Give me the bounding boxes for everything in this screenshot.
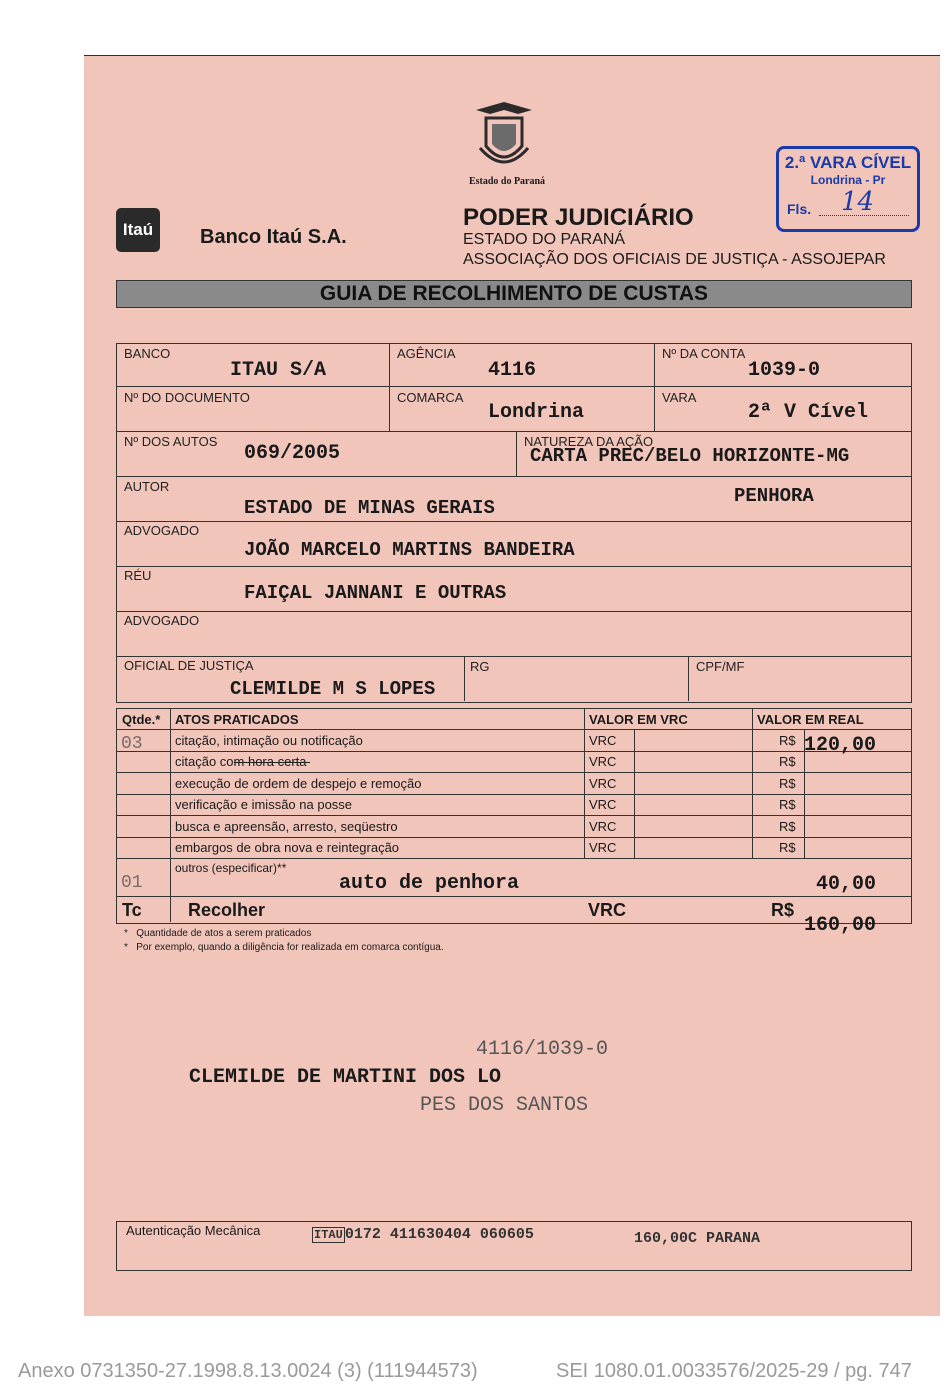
vara-value: 2ª V Cível	[748, 401, 869, 424]
table-row-vrc: VRC	[589, 776, 617, 791]
autos-label: Nº DOS AUTOS	[124, 434, 218, 449]
comarca-label: COMARCA	[397, 390, 464, 405]
total-rs: R$	[771, 900, 795, 920]
authentication-label: Autenticação Mecânica	[126, 1223, 261, 1238]
total-prefix: Tc	[122, 900, 142, 920]
total-vrc: VRC	[588, 900, 627, 920]
table-row-ato: citação, intimação ou notificação	[175, 733, 363, 748]
page-title: PODER JUDICIÁRIO	[463, 204, 694, 231]
autor-label: AUTOR	[124, 479, 170, 494]
table-row-ato: busca e apreensão, arresto, seqüestro	[175, 819, 398, 834]
oficial-label: OFICIAL DE JUSTIÇA	[124, 658, 254, 673]
footnote-quantity: * Quantidade de atos a serem praticados	[124, 928, 312, 939]
stamp-page-number: 14	[841, 187, 875, 217]
table-row-vrc: VRC	[589, 733, 617, 748]
table-row-ato: citação com hora certa	[175, 754, 307, 769]
outros-real: 40,00	[816, 873, 877, 896]
banco-value: ITAU S/A	[230, 359, 327, 382]
acts-header-atos: ATOS PRATICADOS	[175, 712, 299, 727]
subtitle-state: ESTADO DO PARANÁ	[463, 231, 626, 248]
table-row-vrc: VRC	[589, 819, 617, 834]
cpf-label: CPF/MF	[696, 659, 745, 674]
typed-account: 4116/1039-0	[476, 1038, 609, 1061]
footnote-contigua-text: Por exemplo, quando a diligência for realizada em comarca contígua.	[136, 942, 444, 953]
conta-value: 1039-0	[748, 359, 821, 382]
subtitle-association: ASSOCIAÇÃO DOS OFICIAIS DE JUSTIÇA - ASSOJEPAR	[463, 251, 886, 268]
itau-logo: Itaú	[116, 208, 160, 252]
table-row-vrc: VRC	[589, 840, 617, 855]
table-row-rs: R$	[779, 754, 796, 769]
bank-name: Banco Itaú S.A.	[200, 226, 347, 248]
table-row-rs: R$	[779, 733, 796, 748]
authentication-code-number: 0172 411630404 060605	[344, 1226, 534, 1243]
table-row-vrc: VRC	[589, 797, 617, 812]
stamp-city: Londrina - Pr	[810, 173, 886, 187]
natureza-label: NATUREZA DA AÇÃO	[524, 434, 654, 449]
rg-label: RG	[470, 659, 490, 674]
table-row-ato: verificação e imissão na posse	[175, 797, 353, 812]
authentication-code-prefix: ITAU	[314, 1228, 343, 1242]
comarca-value: Londrina	[488, 401, 585, 424]
conta-label: Nº DA CONTA	[662, 346, 746, 361]
advogado2-label: ADVOGADO	[124, 613, 200, 628]
total-value: 160,00	[804, 914, 877, 937]
table-row-rs: R$	[779, 776, 796, 791]
table-row-rs: R$	[779, 797, 796, 812]
advogado-label: ADVOGADO	[124, 523, 200, 538]
footer-left: Anexo 0731350-27.1998.8.13.0024 (3) (111944573)	[18, 1360, 478, 1382]
vara-stamp	[776, 146, 920, 232]
reu-value: FAIÇAL JANNANI E OUTRAS	[244, 582, 507, 604]
table-row-rs: R$	[779, 819, 796, 834]
vara-label: VARA	[662, 390, 697, 405]
table-row-qtde: 03	[121, 734, 143, 754]
banco-label: BANCO	[124, 346, 171, 361]
advogado-value: JOÃO MARCELO MARTINS BANDEIRA	[244, 539, 575, 561]
acts-header-vrc: VALOR EM VRC	[589, 712, 688, 727]
total-label: Recolher	[188, 900, 266, 920]
footer-right: SEI 1080.01.0033576/2025-29 / pg. 747	[556, 1360, 912, 1382]
autos-value: 069/2005	[244, 442, 341, 465]
form-title: GUIA DE RECOLHIMENTO DE CUSTAS	[319, 282, 709, 305]
footnote-contigua: * Por exemplo, quando a diligência for realizada em comarca contígua.	[124, 942, 444, 953]
table-row-rs: R$	[779, 840, 796, 855]
table-row-ato: execução de ordem de despejo e remoção	[175, 776, 422, 791]
footnote-quantity-text: Quantidade de atos a serem praticados	[136, 928, 312, 939]
table-row-ato: embargos de obra nova e reintegração	[175, 840, 400, 855]
state-caption: Estado do Paraná	[468, 176, 546, 187]
outros-desc: auto de penhora	[339, 872, 520, 895]
parana-coat-of-arms-icon	[472, 98, 536, 176]
oficial-value: CLEMILDE M S LOPES	[230, 678, 436, 700]
guia-form-sheet	[84, 55, 940, 1316]
authentication-code	[312, 1226, 534, 1243]
reu-label: RÉU	[124, 568, 152, 583]
authentication-amount: 160,00C PARANA	[634, 1230, 761, 1247]
acts-header-real: VALOR EM REAL	[757, 712, 864, 727]
table-row-real: 120,00	[804, 734, 877, 757]
agencia-label: AGÊNCIA	[397, 346, 456, 361]
stamp-fls-label: Fls.	[787, 201, 812, 217]
table-row-vrc: VRC	[589, 754, 617, 769]
typed-name-line2: PES DOS SANTOS	[420, 1094, 589, 1117]
autor-value: ESTADO DE MINAS GERAIS	[244, 497, 495, 519]
form-title-bar	[116, 280, 912, 308]
documento-label: Nº DO DOCUMENTO	[124, 390, 250, 405]
stamp-vara: 2.ª VARA CÍVEL	[784, 153, 912, 172]
agencia-value: 4116	[488, 359, 537, 382]
penhora-value: PENHORA	[734, 485, 814, 507]
natureza-value: CARTA PREC/BELO HORIZONTE-MG	[530, 445, 850, 467]
acts-header-qtde: Qtde.*	[122, 712, 161, 727]
typed-name-line1: CLEMILDE DE MARTINI DOS LO	[189, 1066, 502, 1089]
outros-label: outros (especificar)**	[175, 861, 287, 875]
outros-qtde: 01	[121, 873, 143, 893]
